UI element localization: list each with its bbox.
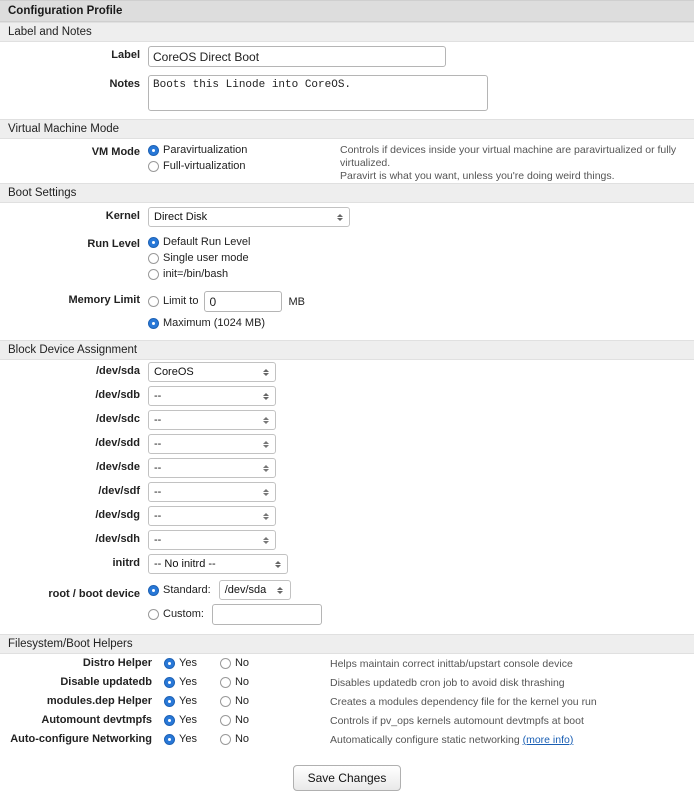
save-changes-button[interactable]: Save Changes bbox=[293, 765, 402, 791]
helper-yes-option[interactable] bbox=[160, 676, 197, 688]
helper-no-option[interactable] bbox=[216, 733, 249, 745]
block-device-select-sdc[interactable] bbox=[148, 410, 276, 430]
root-boot-device-standard-select[interactable] bbox=[219, 580, 291, 600]
radio-icon[interactable] bbox=[220, 715, 231, 726]
memory-limit-option-limit-to[interactable] bbox=[148, 291, 305, 312]
helper-row-modules-dep-helper bbox=[0, 692, 694, 711]
run-level-option-init-bin-bash[interactable] bbox=[148, 267, 228, 282]
helper-row-disable-updatedb bbox=[0, 673, 694, 692]
helper-label: Automount devtmpfs bbox=[41, 714, 152, 726]
kernel-label: Kernel bbox=[105, 210, 140, 222]
helper-no-label: No bbox=[234, 714, 250, 726]
helper-row-automount-devtmpfs bbox=[0, 711, 694, 730]
vm-mode-label: VM Mode bbox=[91, 146, 140, 158]
initrd-select[interactable] bbox=[148, 554, 288, 574]
helper-yesno-group bbox=[160, 695, 330, 707]
block-device-select-value: -- bbox=[154, 414, 162, 426]
helper-yes-label: Yes bbox=[179, 657, 197, 669]
radio-icon[interactable] bbox=[164, 715, 175, 726]
helper-description: Helps maintain correct inittab/upstart console device bbox=[330, 658, 573, 670]
page-title: Configuration Profile bbox=[0, 0, 694, 22]
chevron-updown-icon[interactable] bbox=[272, 582, 289, 598]
helper-label: Disable updatedb bbox=[60, 676, 152, 688]
block-device-select-value: -- bbox=[154, 390, 162, 402]
label-row bbox=[0, 42, 694, 71]
initrd-row bbox=[0, 552, 694, 576]
helper-row-auto-configure-networking bbox=[0, 730, 694, 749]
block-device-select-value: CoreOS bbox=[154, 366, 194, 378]
radio-icon[interactable] bbox=[148, 269, 159, 280]
helper-label: modules.dep Helper bbox=[46, 695, 152, 707]
block-device-label: /dev/sdf bbox=[98, 485, 140, 497]
kernel-row bbox=[0, 203, 694, 231]
vm-mode-option-full-virtualization[interactable] bbox=[148, 159, 246, 174]
radio-icon[interactable] bbox=[148, 237, 159, 248]
vm-mode-option-paravirtualization[interactable] bbox=[148, 143, 247, 158]
block-device-label: /dev/sdb bbox=[95, 389, 140, 401]
run-level-option-label: init=/bin/bash bbox=[163, 268, 229, 280]
radio-icon[interactable] bbox=[220, 734, 231, 745]
helper-no-option[interactable] bbox=[216, 676, 249, 688]
vm-mode-row bbox=[0, 139, 694, 182]
root-boot-device-standard-label: Standard: bbox=[163, 583, 211, 596]
block-device-row bbox=[0, 360, 694, 384]
block-device-label: /dev/sde bbox=[95, 461, 140, 473]
helper-no-label: No bbox=[234, 733, 250, 745]
section-boot-settings: Boot Settings bbox=[0, 183, 694, 203]
run-level-label: Run Level bbox=[87, 238, 140, 250]
root-boot-device-custom-option[interactable] bbox=[148, 604, 322, 625]
radio-icon[interactable] bbox=[164, 658, 175, 669]
block-device-label: /dev/sdh bbox=[95, 533, 140, 545]
radio-icon[interactable] bbox=[220, 696, 231, 707]
radio-icon[interactable] bbox=[148, 585, 159, 596]
helper-yes-label: Yes bbox=[179, 714, 197, 726]
helper-yes-option[interactable] bbox=[160, 714, 197, 726]
helper-description bbox=[330, 733, 573, 746]
helper-description: Disables updatedb cron job to avoid disk thrashing bbox=[330, 677, 565, 689]
notes-row bbox=[0, 71, 694, 115]
section-label-and-notes: Label and Notes bbox=[0, 22, 694, 42]
block-device-row bbox=[0, 408, 694, 432]
run-level-row bbox=[0, 231, 694, 287]
helper-yes-option[interactable] bbox=[160, 695, 197, 707]
block-device-label: /dev/sda bbox=[95, 365, 140, 377]
root-boot-device-standard-value: /dev/sda bbox=[224, 583, 267, 596]
chevron-updown-icon[interactable] bbox=[257, 484, 274, 500]
helper-yesno-group bbox=[160, 733, 330, 745]
block-device-row bbox=[0, 504, 694, 528]
root-boot-device-standard-option[interactable] bbox=[148, 580, 291, 600]
vm-mode-option-label: Paravirtualization bbox=[163, 144, 248, 156]
helper-label: Distro Helper bbox=[82, 657, 152, 669]
run-level-option-single-user[interactable] bbox=[148, 251, 249, 266]
helper-description: Creates a modules dependency file for the kernel you run bbox=[330, 696, 597, 708]
chevron-updown-icon[interactable] bbox=[257, 388, 274, 404]
memory-limit-unit: MB bbox=[288, 296, 305, 308]
radio-icon[interactable] bbox=[148, 296, 159, 307]
radio-icon[interactable] bbox=[164, 734, 175, 745]
section-block-device-assignment: Block Device Assignment bbox=[0, 340, 694, 360]
helper-label: Auto-configure Networking bbox=[10, 733, 152, 745]
radio-icon[interactable] bbox=[164, 677, 175, 688]
radio-icon[interactable] bbox=[148, 318, 159, 329]
helper-no-option[interactable] bbox=[216, 714, 249, 726]
block-device-row bbox=[0, 384, 694, 408]
helper-yesno-group bbox=[160, 676, 330, 688]
vm-mode-option-label: Full-virtualization bbox=[163, 160, 246, 172]
memory-limit-input[interactable] bbox=[204, 291, 282, 312]
radio-icon[interactable] bbox=[220, 677, 231, 688]
block-device-select-sdb[interactable] bbox=[148, 386, 276, 406]
block-device-row bbox=[0, 456, 694, 480]
helper-description-text: Automatically configure static networking bbox=[330, 734, 520, 746]
chevron-updown-icon[interactable] bbox=[257, 532, 274, 548]
helper-yesno-group bbox=[160, 657, 330, 669]
block-device-select-sde[interactable] bbox=[148, 458, 276, 478]
helper-yes-label: Yes bbox=[179, 676, 197, 688]
kernel-select[interactable] bbox=[148, 207, 350, 227]
helper-no-option[interactable] bbox=[216, 657, 249, 669]
radio-icon[interactable] bbox=[148, 253, 159, 264]
helper-no-option[interactable] bbox=[216, 695, 249, 707]
helper-no-label: No bbox=[234, 695, 250, 707]
chevron-updown-icon[interactable] bbox=[257, 508, 274, 524]
helper-no-label: No bbox=[234, 676, 250, 688]
root-boot-device-custom-input[interactable] bbox=[212, 604, 322, 625]
root-boot-device-row bbox=[0, 576, 694, 630]
block-device-select-value: -- bbox=[154, 486, 162, 498]
run-level-option-default[interactable] bbox=[148, 235, 250, 250]
vm-mode-help-line2: Paravirt is what you want, unless you're doing weird things. bbox=[340, 170, 615, 182]
vm-mode-help-text bbox=[340, 144, 685, 183]
block-device-select-sda[interactable] bbox=[148, 362, 276, 382]
block-device-select-value: -- bbox=[154, 510, 162, 522]
initrd-select-value: -- No initrd -- bbox=[154, 558, 216, 570]
block-device-row bbox=[0, 480, 694, 504]
block-device-label: /dev/sdc bbox=[95, 413, 140, 425]
memory-limit-limit-to-label: Limit to bbox=[163, 295, 199, 307]
block-device-select-value: -- bbox=[154, 438, 162, 450]
run-level-option-label: Single user mode bbox=[163, 252, 249, 264]
helper-yes-label: Yes bbox=[179, 733, 197, 745]
root-boot-device-label: root / boot device bbox=[48, 588, 140, 600]
radio-icon[interactable] bbox=[220, 658, 231, 669]
helper-row-distro-helper bbox=[0, 654, 694, 673]
block-device-row bbox=[0, 432, 694, 456]
save-button-container bbox=[0, 765, 694, 791]
chevron-updown-icon[interactable] bbox=[269, 556, 286, 572]
block-device-select-sdf[interactable] bbox=[148, 482, 276, 502]
helper-description: Controls if pv_ops kernels automount devtmpfs at boot bbox=[330, 715, 584, 727]
run-level-option-label: Default Run Level bbox=[163, 236, 251, 248]
root-boot-device-custom-label: Custom: bbox=[163, 608, 204, 620]
block-device-label: /dev/sdd bbox=[95, 437, 140, 449]
helper-yesno-group bbox=[160, 714, 330, 726]
chevron-updown-icon[interactable] bbox=[257, 412, 274, 428]
radio-icon[interactable] bbox=[148, 145, 159, 156]
block-device-select-sdd[interactable] bbox=[148, 434, 276, 454]
memory-limit-option-maximum[interactable] bbox=[148, 316, 265, 331]
memory-limit-label: Memory Limit bbox=[68, 294, 140, 306]
chevron-updown-icon[interactable] bbox=[257, 364, 274, 380]
radio-icon[interactable] bbox=[148, 161, 159, 172]
chevron-updown-icon[interactable] bbox=[257, 436, 274, 452]
section-virtual-machine-mode: Virtual Machine Mode bbox=[0, 119, 694, 139]
radio-icon[interactable] bbox=[148, 609, 159, 620]
helper-yes-option[interactable] bbox=[160, 733, 197, 745]
more-info-link[interactable]: (more info) bbox=[522, 734, 574, 746]
initrd-label: initrd bbox=[112, 557, 140, 569]
vm-mode-help-line1: Controls if devices inside your virtual machine are paravirtualized or fully virtualized. bbox=[340, 144, 677, 169]
radio-icon[interactable] bbox=[164, 696, 175, 707]
block-device-select-value: -- bbox=[154, 534, 162, 546]
memory-limit-row bbox=[0, 287, 694, 336]
block-device-select-value: -- bbox=[154, 462, 162, 474]
section-filesystem-boot-helpers: Filesystem/Boot Helpers bbox=[0, 634, 694, 654]
helper-yes-option[interactable] bbox=[160, 657, 197, 669]
kernel-select-value: Direct Disk bbox=[154, 211, 208, 223]
notes-field-label: Notes bbox=[109, 78, 140, 90]
block-device-row bbox=[0, 528, 694, 552]
block-device-label: /dev/sdg bbox=[95, 509, 140, 521]
helper-no-label: No bbox=[234, 657, 250, 669]
chevron-updown-icon[interactable] bbox=[331, 209, 348, 225]
label-input[interactable] bbox=[148, 46, 446, 67]
memory-limit-maximum-label: Maximum (1024 MB) bbox=[163, 317, 266, 329]
helper-yes-label: Yes bbox=[179, 695, 197, 707]
chevron-updown-icon[interactable] bbox=[257, 460, 274, 476]
notes-textarea[interactable] bbox=[148, 75, 488, 111]
label-field-label: Label bbox=[111, 49, 140, 61]
block-device-select-sdh[interactable] bbox=[148, 530, 276, 550]
block-device-select-sdg[interactable] bbox=[148, 506, 276, 526]
